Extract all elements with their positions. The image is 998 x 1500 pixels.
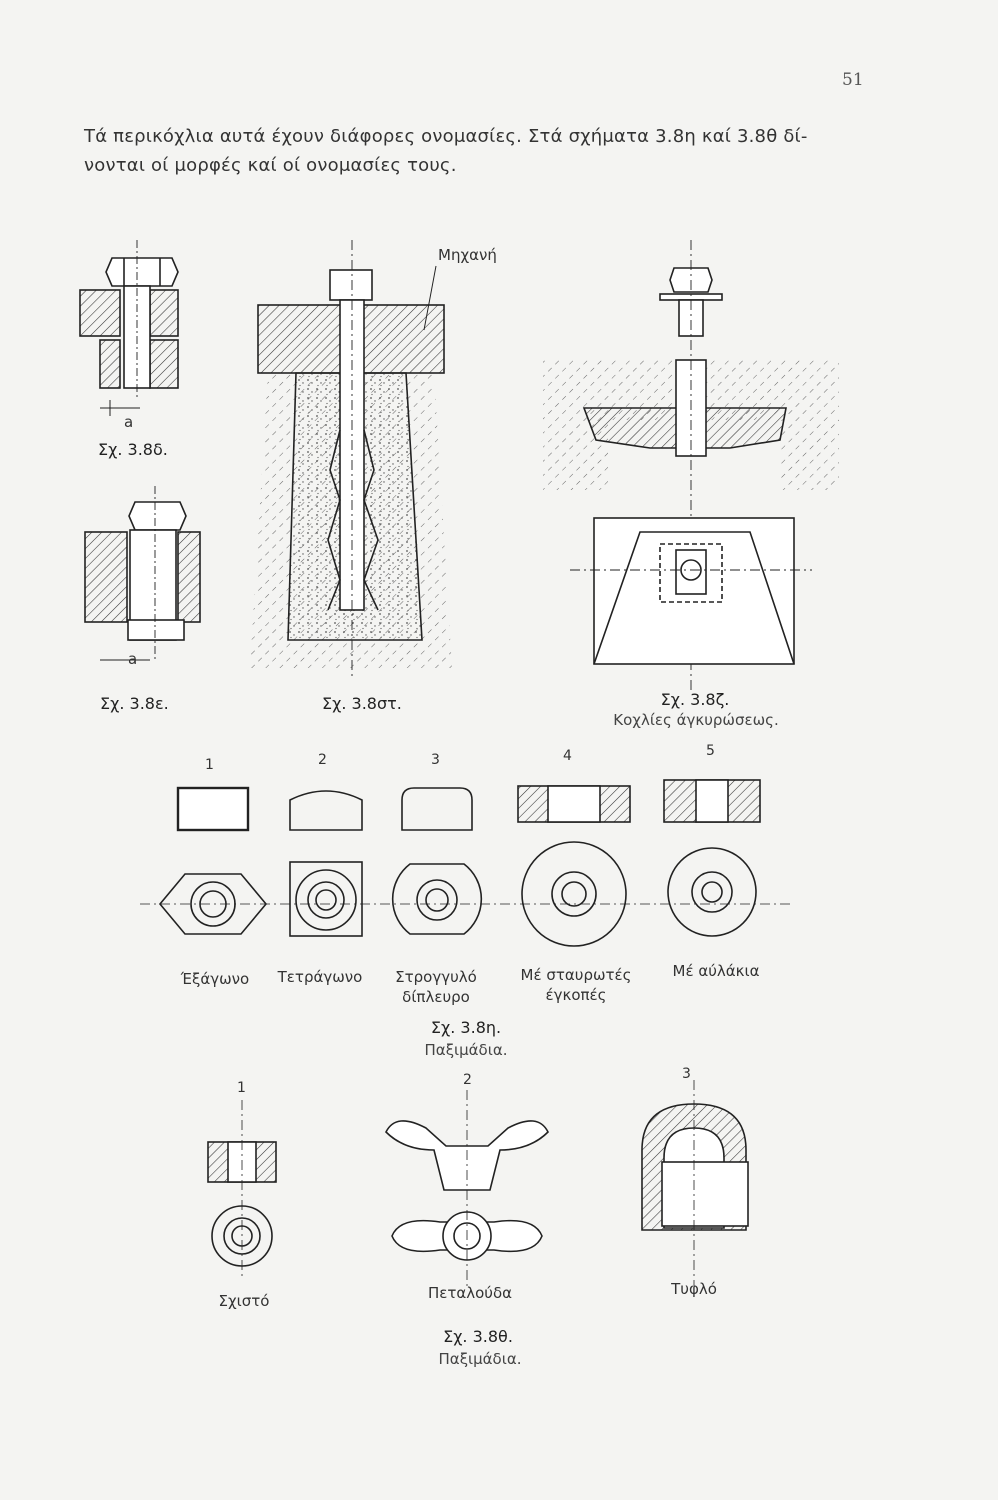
- figure-3-8th-drawing: [208, 1080, 748, 1290]
- figure-3-8d-drawing: [80, 240, 178, 416]
- nut-name-hexagonal: Έξάγωνο: [180, 970, 250, 988]
- nut2-number-2: 2: [463, 1072, 472, 1088]
- fig-3-8e-dim-label: a: [128, 650, 138, 668]
- figure-3-8st-drawing: [250, 240, 452, 680]
- nut2-number-3: 3: [682, 1066, 691, 1082]
- nut-number-2: 2: [318, 752, 327, 768]
- nut-name-cross-slotted: Μέ σταυρωτές: [520, 966, 632, 984]
- intro-line-2: νονται οί μορφές καί οί ονομασίες τους.: [84, 155, 457, 176]
- fig-3-8h-caption: Σχ. 3.8η.: [430, 1018, 502, 1037]
- nut-number-1: 1: [205, 757, 214, 773]
- nut-name-round-line2: δίπλευρο: [402, 988, 470, 1006]
- nut-name-round: Στρογγυλό: [395, 968, 477, 986]
- fig-3-8z-subtitle: Κοχλίες άγκυρώσεως.: [613, 711, 779, 729]
- nut-name-cap: Τυφλό: [671, 1280, 717, 1298]
- nut-name-square: Τετράγωνο: [277, 968, 363, 986]
- fig-3-8d-dim-label: a: [124, 413, 134, 431]
- fig-3-8th-subtitle: Παξιμάδια.: [438, 1350, 522, 1368]
- page-number: 51: [842, 70, 864, 90]
- figure-3-8e-drawing: [85, 486, 200, 660]
- nut-number-5: 5: [706, 743, 715, 759]
- nut2-number-1: 1: [237, 1080, 246, 1096]
- fig-3-8d-caption: Σχ. 3.8δ.: [98, 440, 168, 459]
- fig-3-8z-caption: Σχ. 3.8ζ.: [660, 690, 730, 709]
- nut-name-wing: Πεταλούδα: [427, 1284, 513, 1302]
- nut-name-grooved: Μέ αύλάκια: [672, 962, 760, 980]
- fig-3-8e-caption: Σχ. 3.8ε.: [100, 694, 169, 713]
- fig-3-8st-machine-label: Μηχανή: [438, 246, 497, 264]
- fig-3-8th-caption: Σχ. 3.8θ.: [443, 1327, 513, 1346]
- fig-3-8st-caption: Σχ. 3.8στ.: [322, 694, 402, 713]
- nut-number-4: 4: [563, 748, 572, 764]
- nut-name-slotted: Σχιστό: [218, 1292, 270, 1310]
- intro-line-1: Τά περικόχλια αυτά έχουν διάφορες ονομασίες. Στά σχήματα 3.8η καί 3.8θ δί-: [84, 126, 808, 147]
- figure-3-8z-drawing: [543, 240, 839, 690]
- nut-number-3: 3: [431, 752, 440, 768]
- fig-3-8h-subtitle: Παξιμάδια.: [424, 1041, 508, 1059]
- figure-3-8h-drawing: [140, 780, 790, 946]
- nut-name-cross-slotted-line2: έγκοπές: [545, 986, 607, 1004]
